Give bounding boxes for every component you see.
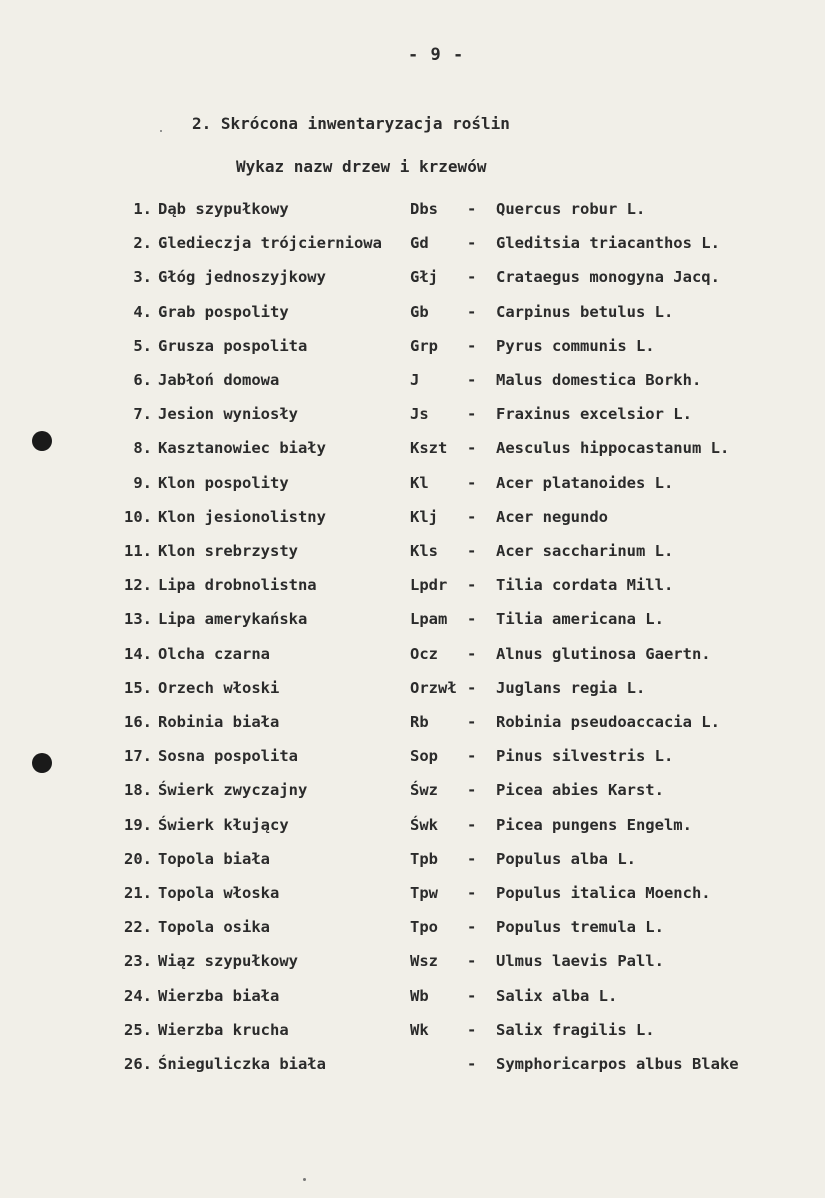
plant-row <box>0 542 825 568</box>
dash-separator: - <box>467 815 477 834</box>
row-number: 9. <box>133 473 152 492</box>
paper-speck <box>303 1178 306 1181</box>
polish-name: Sosna pospolita <box>158 747 298 766</box>
latin-name: Picea abies Karst. <box>496 781 664 800</box>
polish-name: Klon pospolity <box>158 473 289 492</box>
row-number: 5. <box>133 336 152 355</box>
latin-name: Picea pungens Engelm. <box>496 815 692 834</box>
polish-name: Robinia biała <box>158 713 280 731</box>
plant-row <box>0 1021 825 1047</box>
latin-name: Salix alba L. <box>496 986 618 1005</box>
latin-name: Acer negundo <box>496 507 608 526</box>
plant-row <box>0 303 825 329</box>
row-number: 21. <box>124 884 152 902</box>
polish-name: Głóg jednoszyjkowy <box>158 268 326 287</box>
abbreviation: Tpo <box>410 918 438 937</box>
latin-name: Pinus silvestris L. <box>496 747 674 766</box>
dash-separator: - <box>467 644 477 663</box>
dash-separator: - <box>467 610 477 629</box>
row-number: 1. <box>133 200 152 218</box>
polish-name: Świerk zwyczajny <box>158 781 308 800</box>
row-number: 2. <box>133 234 152 253</box>
row-number: 7. <box>133 405 152 424</box>
latin-name: Tilia cordata Mill. <box>496 576 674 595</box>
abbreviation: Śwz <box>410 781 438 800</box>
abbreviation: Lpam <box>410 610 448 629</box>
abbreviation: Sop <box>410 747 438 766</box>
latin-name: Aesculus hippocastanum L. <box>496 439 730 458</box>
dash-separator: - <box>467 371 477 389</box>
dash-separator: - <box>467 747 477 766</box>
plant-row <box>0 610 825 636</box>
dash-separator: - <box>467 952 477 971</box>
dash-separator: - <box>467 473 477 492</box>
plant-row <box>0 439 825 465</box>
abbreviation: Tpb <box>410 849 438 868</box>
abbreviation: Gb <box>410 302 429 321</box>
row-number: 16. <box>124 713 152 731</box>
dash-separator: - <box>467 1055 477 1073</box>
polish-name: Grusza pospolita <box>158 336 308 355</box>
abbreviation: Gd <box>410 234 429 253</box>
abbreviation: Kl <box>410 473 429 492</box>
latin-name: Populus alba L. <box>496 849 636 868</box>
plant-row <box>0 508 825 534</box>
plant-row <box>0 679 825 705</box>
polish-name: Śnieguliczka biała <box>158 1055 326 1073</box>
plant-row <box>0 781 825 807</box>
latin-name: Salix fragilis L. <box>496 1020 655 1039</box>
row-number: 15. <box>124 678 152 697</box>
list-subtitle: Wykaz nazw drzew i krzewów <box>236 157 487 176</box>
row-number: 12. <box>124 576 152 595</box>
row-number: 24. <box>124 986 152 1005</box>
row-number: 8. <box>133 439 152 458</box>
polish-name: Świerk kłujący <box>158 815 289 834</box>
row-number: 19. <box>124 815 152 834</box>
abbreviation: Kszt <box>410 439 448 458</box>
dash-separator: - <box>467 781 477 800</box>
latin-name: Robinia pseudoaccacia L. <box>496 713 720 731</box>
polish-name: Dąb szypułkowy <box>158 200 289 218</box>
polish-name: Lipa drobnolistna <box>158 576 317 595</box>
dash-separator: - <box>467 439 477 458</box>
plant-row <box>0 918 825 944</box>
latin-name: Acer saccharinum L. <box>496 542 674 560</box>
row-number: 18. <box>124 781 152 800</box>
polish-name: Topola biała <box>158 849 270 868</box>
dash-separator: - <box>467 576 477 595</box>
polish-name: Klon srebrzysty <box>158 542 298 560</box>
dash-separator: - <box>467 678 477 697</box>
abbreviation: Śwk <box>410 815 438 834</box>
dash-separator: - <box>467 336 477 355</box>
row-number: 25. <box>124 1020 152 1039</box>
plant-row <box>0 576 825 602</box>
abbreviation: J <box>410 371 420 389</box>
polish-name: Wierzba biała <box>158 986 280 1005</box>
dash-separator: - <box>467 302 477 321</box>
latin-name: Acer platanoides L. <box>496 473 674 492</box>
polish-name: Orzech włoski <box>158 678 280 697</box>
polish-name: Jesion wyniosły <box>158 405 298 424</box>
dash-separator: - <box>467 713 477 731</box>
plant-row <box>0 405 825 431</box>
dash-separator: - <box>467 1020 477 1039</box>
latin-name: Gleditsia triacanthos L. <box>496 234 720 253</box>
dash-separator: - <box>467 234 477 253</box>
plant-row <box>0 952 825 978</box>
polish-name: Olcha czarna <box>158 644 270 663</box>
plant-row <box>0 816 825 842</box>
section-title: 2. Skrócona inwentaryzacja roślin <box>192 114 510 133</box>
abbreviation: Tpw <box>410 884 438 902</box>
plant-row <box>0 987 825 1013</box>
dash-separator: - <box>467 986 477 1005</box>
row-number: 13. <box>124 610 152 629</box>
polish-name: Gledieczja trójcierniowa <box>158 234 382 253</box>
row-number: 14. <box>124 644 152 663</box>
abbreviation: Rb <box>410 713 429 731</box>
plant-row <box>0 200 825 226</box>
polish-name: Kasztanowiec biały <box>158 439 326 458</box>
plant-row <box>0 747 825 773</box>
dash-separator: - <box>467 405 477 424</box>
row-number: 20. <box>124 849 152 868</box>
polish-name: Wierzba krucha <box>158 1020 289 1039</box>
polish-name: Grab pospolity <box>158 302 289 321</box>
plant-row <box>0 850 825 876</box>
latin-name: Crataegus monogyna Jacq. <box>496 268 720 287</box>
plant-row <box>0 713 825 739</box>
row-number: 23. <box>124 952 152 971</box>
abbreviation: Orzwł <box>410 678 457 697</box>
dash-separator: - <box>467 918 477 937</box>
latin-name: Populus tremula L. <box>496 918 664 937</box>
row-number: 3. <box>133 268 152 287</box>
punch-hole <box>32 431 52 451</box>
row-number: 4. <box>133 302 152 321</box>
row-number: 11. <box>124 542 152 560</box>
abbreviation: Grp <box>410 336 438 355</box>
punch-hole <box>32 753 52 773</box>
page-number: - 9 - <box>408 45 465 65</box>
polish-name: Lipa amerykańska <box>158 610 308 629</box>
row-number: 26. <box>124 1055 152 1073</box>
plant-row <box>0 234 825 260</box>
polish-name: Topola włoska <box>158 884 280 902</box>
abbreviation: Głj <box>410 268 438 287</box>
abbreviation: Kls <box>410 542 438 560</box>
dash-separator: - <box>467 268 477 287</box>
plant-row <box>0 268 825 294</box>
row-number: 10. <box>124 507 152 526</box>
latin-name: Juglans regia L. <box>496 678 646 697</box>
abbreviation: Lpdr <box>410 576 448 595</box>
latin-name: Alnus glutinosa Gaertn. <box>496 644 711 663</box>
plant-row <box>0 884 825 910</box>
latin-name: Symphoricarpos albus Blake <box>496 1055 739 1073</box>
abbreviation: Js <box>410 405 429 424</box>
plant-row <box>0 1055 825 1081</box>
plant-row <box>0 371 825 397</box>
dash-separator: - <box>467 507 477 526</box>
plant-row <box>0 645 825 671</box>
dash-separator: - <box>467 200 477 218</box>
latin-name: Malus domestica Borkh. <box>496 371 702 389</box>
dash-separator: - <box>467 849 477 868</box>
abbreviation: Wb <box>410 986 429 1005</box>
latin-name: Ulmus laevis Pall. <box>496 952 664 971</box>
polish-name: Wiąz szypułkowy <box>158 952 298 971</box>
latin-name: Fraxinus excelsior L. <box>496 405 692 424</box>
abbreviation: Klj <box>410 507 438 526</box>
latin-name: Populus italica Moench. <box>496 884 711 902</box>
latin-name: Carpinus betulus L. <box>496 302 674 321</box>
plant-row <box>0 337 825 363</box>
latin-name: Pyrus communis L. <box>496 336 655 355</box>
row-number: 17. <box>124 747 152 766</box>
abbreviation: Wsz <box>410 952 438 971</box>
dash-separator: - <box>467 884 477 902</box>
abbreviation: Ocz <box>410 644 438 663</box>
latin-name: Quercus robur L. <box>496 200 646 218</box>
paper-speck <box>160 130 162 132</box>
latin-name: Tilia americana L. <box>496 610 664 629</box>
abbreviation: Wk <box>410 1020 429 1039</box>
row-number: 6. <box>133 371 152 389</box>
polish-name: Topola osika <box>158 918 270 937</box>
dash-separator: - <box>467 542 477 560</box>
abbreviation: Dbs <box>410 200 438 218</box>
polish-name: Jabłoń domowa <box>158 371 280 389</box>
plant-row <box>0 474 825 500</box>
polish-name: Klon jesionolistny <box>158 507 326 526</box>
row-number: 22. <box>124 918 152 937</box>
